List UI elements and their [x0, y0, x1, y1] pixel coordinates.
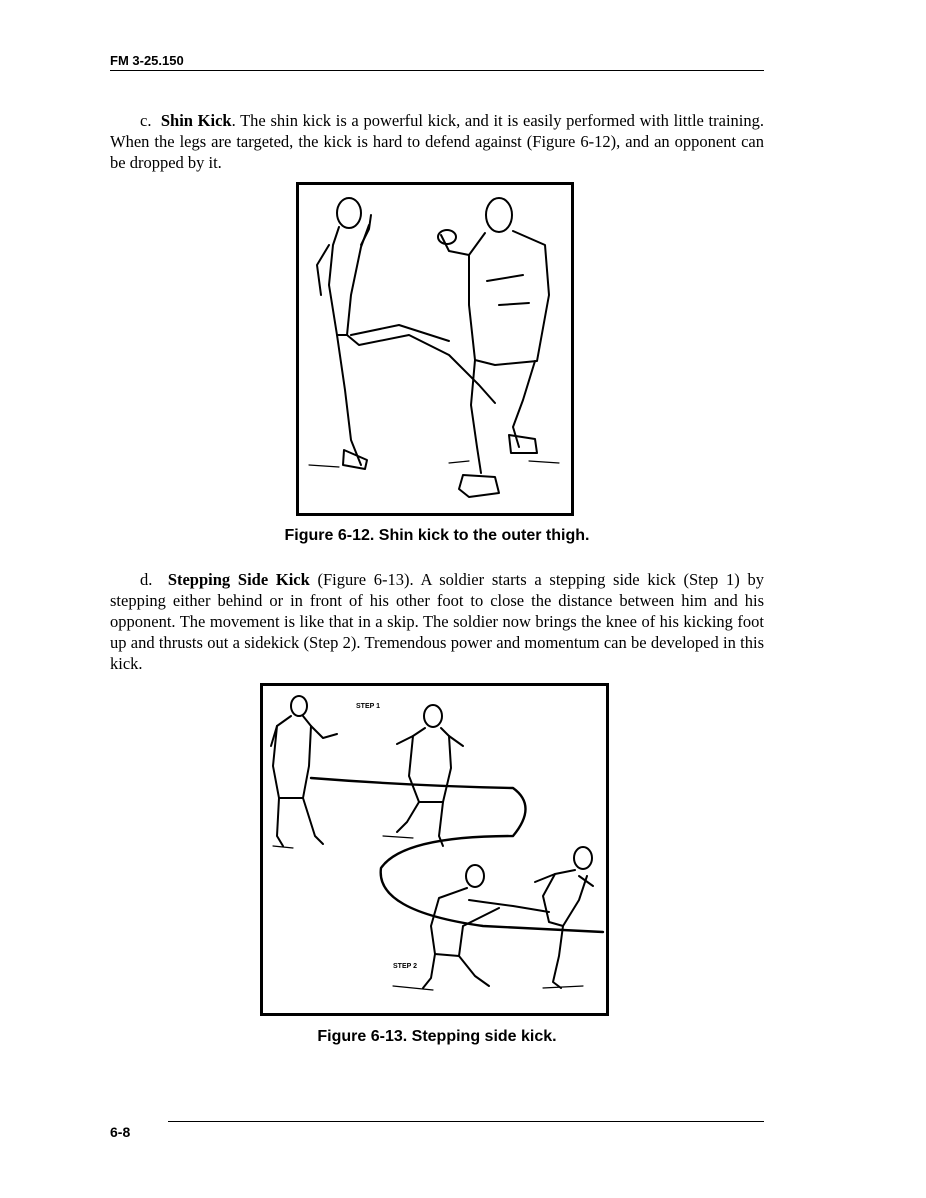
figure-stepping-side-kick [260, 683, 609, 1016]
figure-shin-kick [296, 182, 574, 516]
document-id: FM 3-25.150 [110, 53, 184, 68]
section-text: (Figure 6-13). A soldier starts a stepping side kick (Step 1) by stepping either behind or in front of his other foot to close the distance between him and his opponent. The movement is like that in a skip. The soldier now brings the knee of his kicking foot up and thrusts out a sidekick (Step 2). Tremendous power and momentum can be developed in this kick. [110, 570, 764, 673]
section-term: Shin Kick [160, 111, 232, 130]
figure-6-12-caption: Figure 6-12. Shin kick to the outer thigh. [284, 527, 590, 544]
figure-6-13-caption: Figure 6-13. Stepping side kick. [317, 1028, 557, 1045]
footer-rule [168, 1121, 764, 1122]
page-number: 6-8 [110, 1124, 131, 1140]
paragraph-shin-kick [110, 110, 764, 173]
section-marker: d. [140, 570, 153, 589]
stepping-side-kick-illustration [263, 686, 606, 1013]
section-term: Stepping Side Kick [167, 570, 310, 589]
section-marker: c. [140, 111, 152, 130]
section-text: . The shin kick is a powerful kick, and it is easily performed with little training. When the legs are targeted, the kick is hard to defend against (Figure 6-12), and an opponent can be dropped by it. [110, 111, 764, 172]
shin-kick-illustration [299, 185, 571, 513]
step-1-label: STEP 1 [356, 703, 380, 710]
paragraph-stepping-side-kick [110, 569, 764, 674]
step-2-label: STEP 2 [393, 963, 417, 970]
page-header [110, 54, 764, 71]
